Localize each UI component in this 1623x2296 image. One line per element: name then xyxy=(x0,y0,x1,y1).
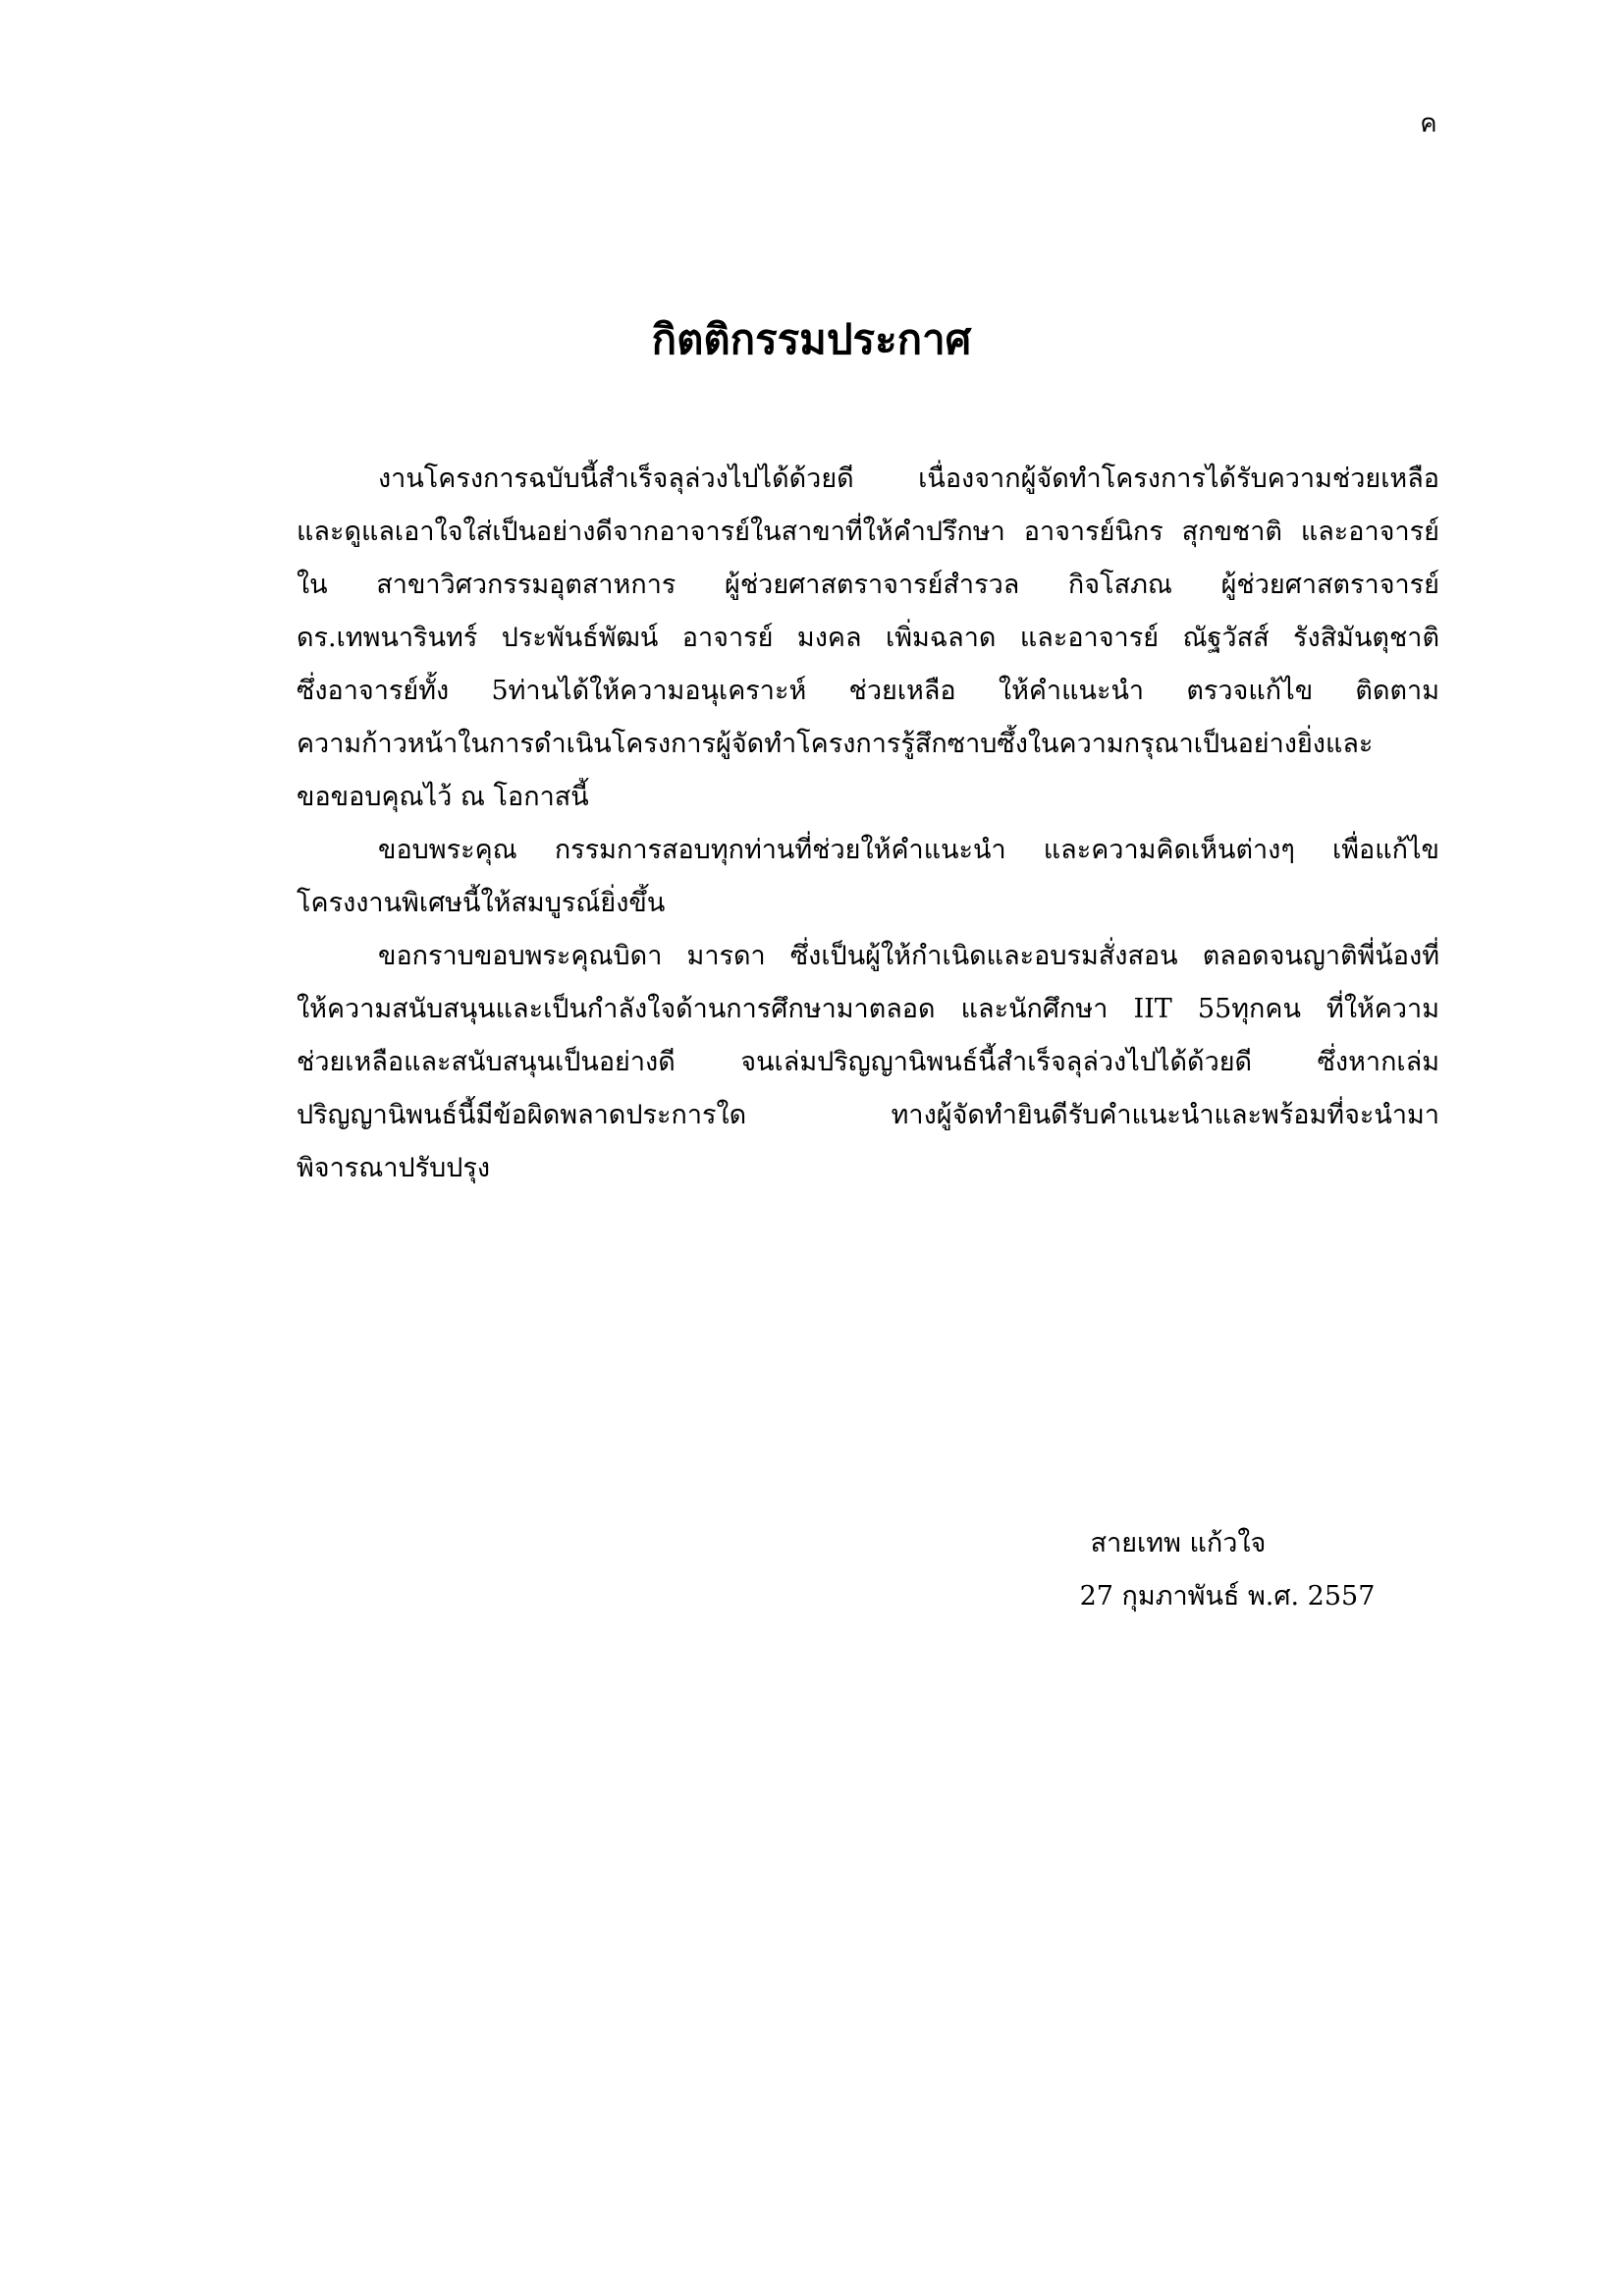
body-line: พิจารณาปรับปรุง xyxy=(297,1153,491,1183)
body-line: ขอขอบคุณไว้ ณ โอกาสนี้ xyxy=(297,782,589,812)
body-line: ซึ่งอาจารย์ทั้ง 5ท่านได้ให้ความอนุเคราะห์ ช่วยเหลือ ให้คำแนะนำ ตรวจแก้ไข ติดตาม xyxy=(297,676,1439,706)
body-line: ให้ความสนับสนุนและเป็นกำลังใจด้านการศึกษามาตลอด และนักศึกษา IIT 55ทุกคน ที่ให้ความ xyxy=(297,994,1439,1024)
body-line: ความก้าวหน้าในการดำเนินโครงการผู้จัดทำโครงการรู้สึกซาบซึ้งในความกรุณาเป็นอย่างยิ่งและ xyxy=(297,729,1374,759)
body-line: งานโครงการฉบับนี้สำเร็จลุล่วงไปได้ด้วยดี เนื่องจากผู้จัดทำโครงการได้รับความช่วยเหลือ xyxy=(378,464,1439,494)
signature-date: 27 กุมภาพันธ์ พ.ศ. 2557 xyxy=(1079,1581,1376,1612)
body-line: และดูแลเอาใจใส่เป็นอย่างดีจากอาจารย์ในสาขาที่ให้คำปรึกษา อาจารย์นิกร สุกขชาติ และอาจารย์ xyxy=(297,517,1439,547)
body-line: ปริญญานิพนธ์นี้มีข้อผิดพลาดประการใด ทางผู้จัดทำยินดีรับคำแนะนำและพร้อมที่จะนำมา xyxy=(297,1100,1439,1130)
body-line: ช่วยเหลือและสนับสนุนเป็นอย่างดี จนเล่มปริญญานิพนธ์นี้สำเร็จลุล่วงไปได้ด้วยดี ซึ่งหากเล่ม xyxy=(297,1047,1439,1077)
body-line: ขอกราบขอบพระคุณบิดา มารดา ซึ่งเป็นผู้ให้กำเนิดและอบรมสั่งสอน ตลอดจนญาติพี่น้องที่ xyxy=(378,941,1439,971)
body-line: โครงงานพิเศษนี้ให้สมบูรณ์ยิ่งขึ้น xyxy=(297,888,666,918)
body-line: ใน สาขาวิศวกรรมอุตสาหการ ผู้ช่วยศาสตราจารย์สำรวล กิจโสภณ ผู้ช่วยศาสตราจารย์ xyxy=(297,570,1439,600)
body-line: ขอบพระคุณ กรรมการสอบทุกท่านที่ช่วยให้คำแนะนำ และความคิดเห็นต่างๆ เพื่อแก้ไข xyxy=(378,835,1439,865)
page-marker: ค xyxy=(1420,109,1437,138)
signature-name: สายเทพ แก้วใจ xyxy=(1090,1528,1267,1558)
page-title: กิตติกรรมประกาศ xyxy=(651,315,972,363)
body-line: ดร.เทพนารินทร์ ประพันธ์พัฒน์ อาจารย์ มงคล เพิ่มฉลาด และอาจารย์ ณัฐวัสส์ รังสิมันตุชาติ xyxy=(297,623,1439,653)
